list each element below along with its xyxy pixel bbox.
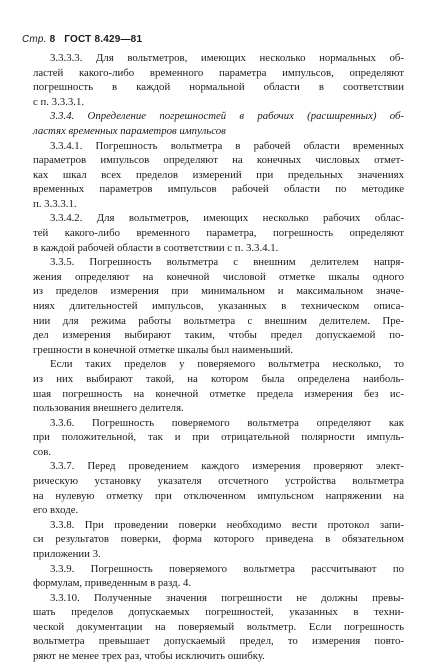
standard-code: ГОСТ 8.429—81 bbox=[64, 34, 143, 45]
section-heading-line: 3.3.4. Определение погрешностей в рабочих (расширенных) об- bbox=[50, 110, 404, 123]
text-line: формулам, приведенным в разд. 4. bbox=[33, 577, 192, 590]
text-line: сов. bbox=[33, 445, 51, 458]
text-line: ках шкал всех пределов измерений при предельных значениях bbox=[33, 168, 404, 181]
text-line: из пределов измерения при минимальном и максимальном значе- bbox=[33, 285, 404, 298]
text-line: дел измерения выбирают таким, чтобы предел допускаемой по- bbox=[33, 329, 404, 342]
page-header bbox=[22, 34, 142, 45]
text-line: шая погрешность на конечной отметке предела измерения без ис- bbox=[33, 387, 404, 400]
text-line: шать пределов допускаемых погрешностей, указанных в техни- bbox=[33, 606, 404, 619]
text-line: ниях длительностей импульсов, указанных в техническом описа- bbox=[33, 300, 404, 312]
text-line: ряют не менее трех раз, чтобы исключить ошибку. bbox=[33, 650, 265, 662]
text-line: 3.3.4.2. Для вольтметров, имеющих несколько рабочих облас- bbox=[50, 212, 404, 225]
text-line: временных параметров импульсов рабочей области по методике bbox=[33, 183, 404, 196]
text-line: ластей какого-либо временного параметра импульсов, определяют bbox=[33, 66, 404, 79]
text-line: Если таких пределов у поверяемого вольтметра несколько, то bbox=[50, 358, 404, 371]
text-line: параметров импульсов определяют на конечных числовых отмет- bbox=[33, 154, 404, 167]
text-line: грешности в конечной отметке шкалы был наименьший. bbox=[33, 343, 294, 356]
text-line: из них выбирают такой, на котором была определена наиболь- bbox=[33, 372, 404, 385]
text-line: вольтметра превышает допускаемый предел, то измерения повто- bbox=[33, 635, 404, 648]
text-line: нии для режима работы вольтметра с внешним делителем. Пре- bbox=[33, 314, 404, 327]
text-line: рическую установку указателя отсчетного устройства вольтметра bbox=[33, 475, 404, 487]
text-line: 3.3.9. Погрешность поверяемого вольтметра рассчитывают по bbox=[50, 562, 404, 575]
page-label: Стр. bbox=[22, 34, 47, 45]
text-line: пользования внешнего делителя. bbox=[33, 402, 184, 414]
text-line: при положительной, так и при отрицательной полярности импуль- bbox=[33, 431, 404, 444]
text-line: си результатов поверки, форма которого приведена в обязательном bbox=[33, 533, 404, 546]
text-line: 3.3.8. При проведении поверки необходимо вести протокол запи- bbox=[50, 518, 404, 531]
text-line: 3.3.6. Погрешность поверяемого вольтметра определяют как bbox=[50, 416, 404, 429]
text-line: на нулевую отметку при отключенном импульсном напряжении на bbox=[33, 489, 404, 502]
text-line: 3.3.7. Перед проведением каждого измерения проверяют элект- bbox=[50, 460, 404, 473]
text-line: п. 3.3.3.1. bbox=[33, 197, 77, 210]
text-line: погрешность в каждой нормальной области в соответствии bbox=[33, 81, 404, 94]
text-line: ческой документации на поверяемый вольтметр. Если погрешность bbox=[33, 620, 404, 633]
text-line: 3.3.5. Погрешность вольтметра с внешним делителем напря- bbox=[50, 256, 404, 269]
text-line: тей какого-либо временного параметра, погрешность определяют bbox=[33, 227, 404, 239]
text-line: с п. 3.3.3.1. bbox=[33, 95, 85, 108]
text-line: 3.3.10. Полученные значения погрешности не должны превы- bbox=[50, 591, 404, 604]
text-line: жения определяют на конечной числовой отметке шкалы одного bbox=[33, 270, 404, 283]
text-line: 3.3.3.3. Для вольтметров, имеющих несколько нормальных об- bbox=[50, 52, 404, 64]
text-line: 3.3.4.1. Погрешность вольтметра в рабочей области временных bbox=[50, 139, 404, 152]
text-line: приложении 3. bbox=[33, 547, 101, 560]
text-line: в каждой рабочей области в соответствии с п. 3.3.4.1. bbox=[33, 241, 279, 254]
page-number: 8 bbox=[49, 34, 56, 45]
text-line: его входе. bbox=[33, 504, 79, 517]
section-heading-line: ластях временных параметров импульсов bbox=[33, 124, 226, 137]
